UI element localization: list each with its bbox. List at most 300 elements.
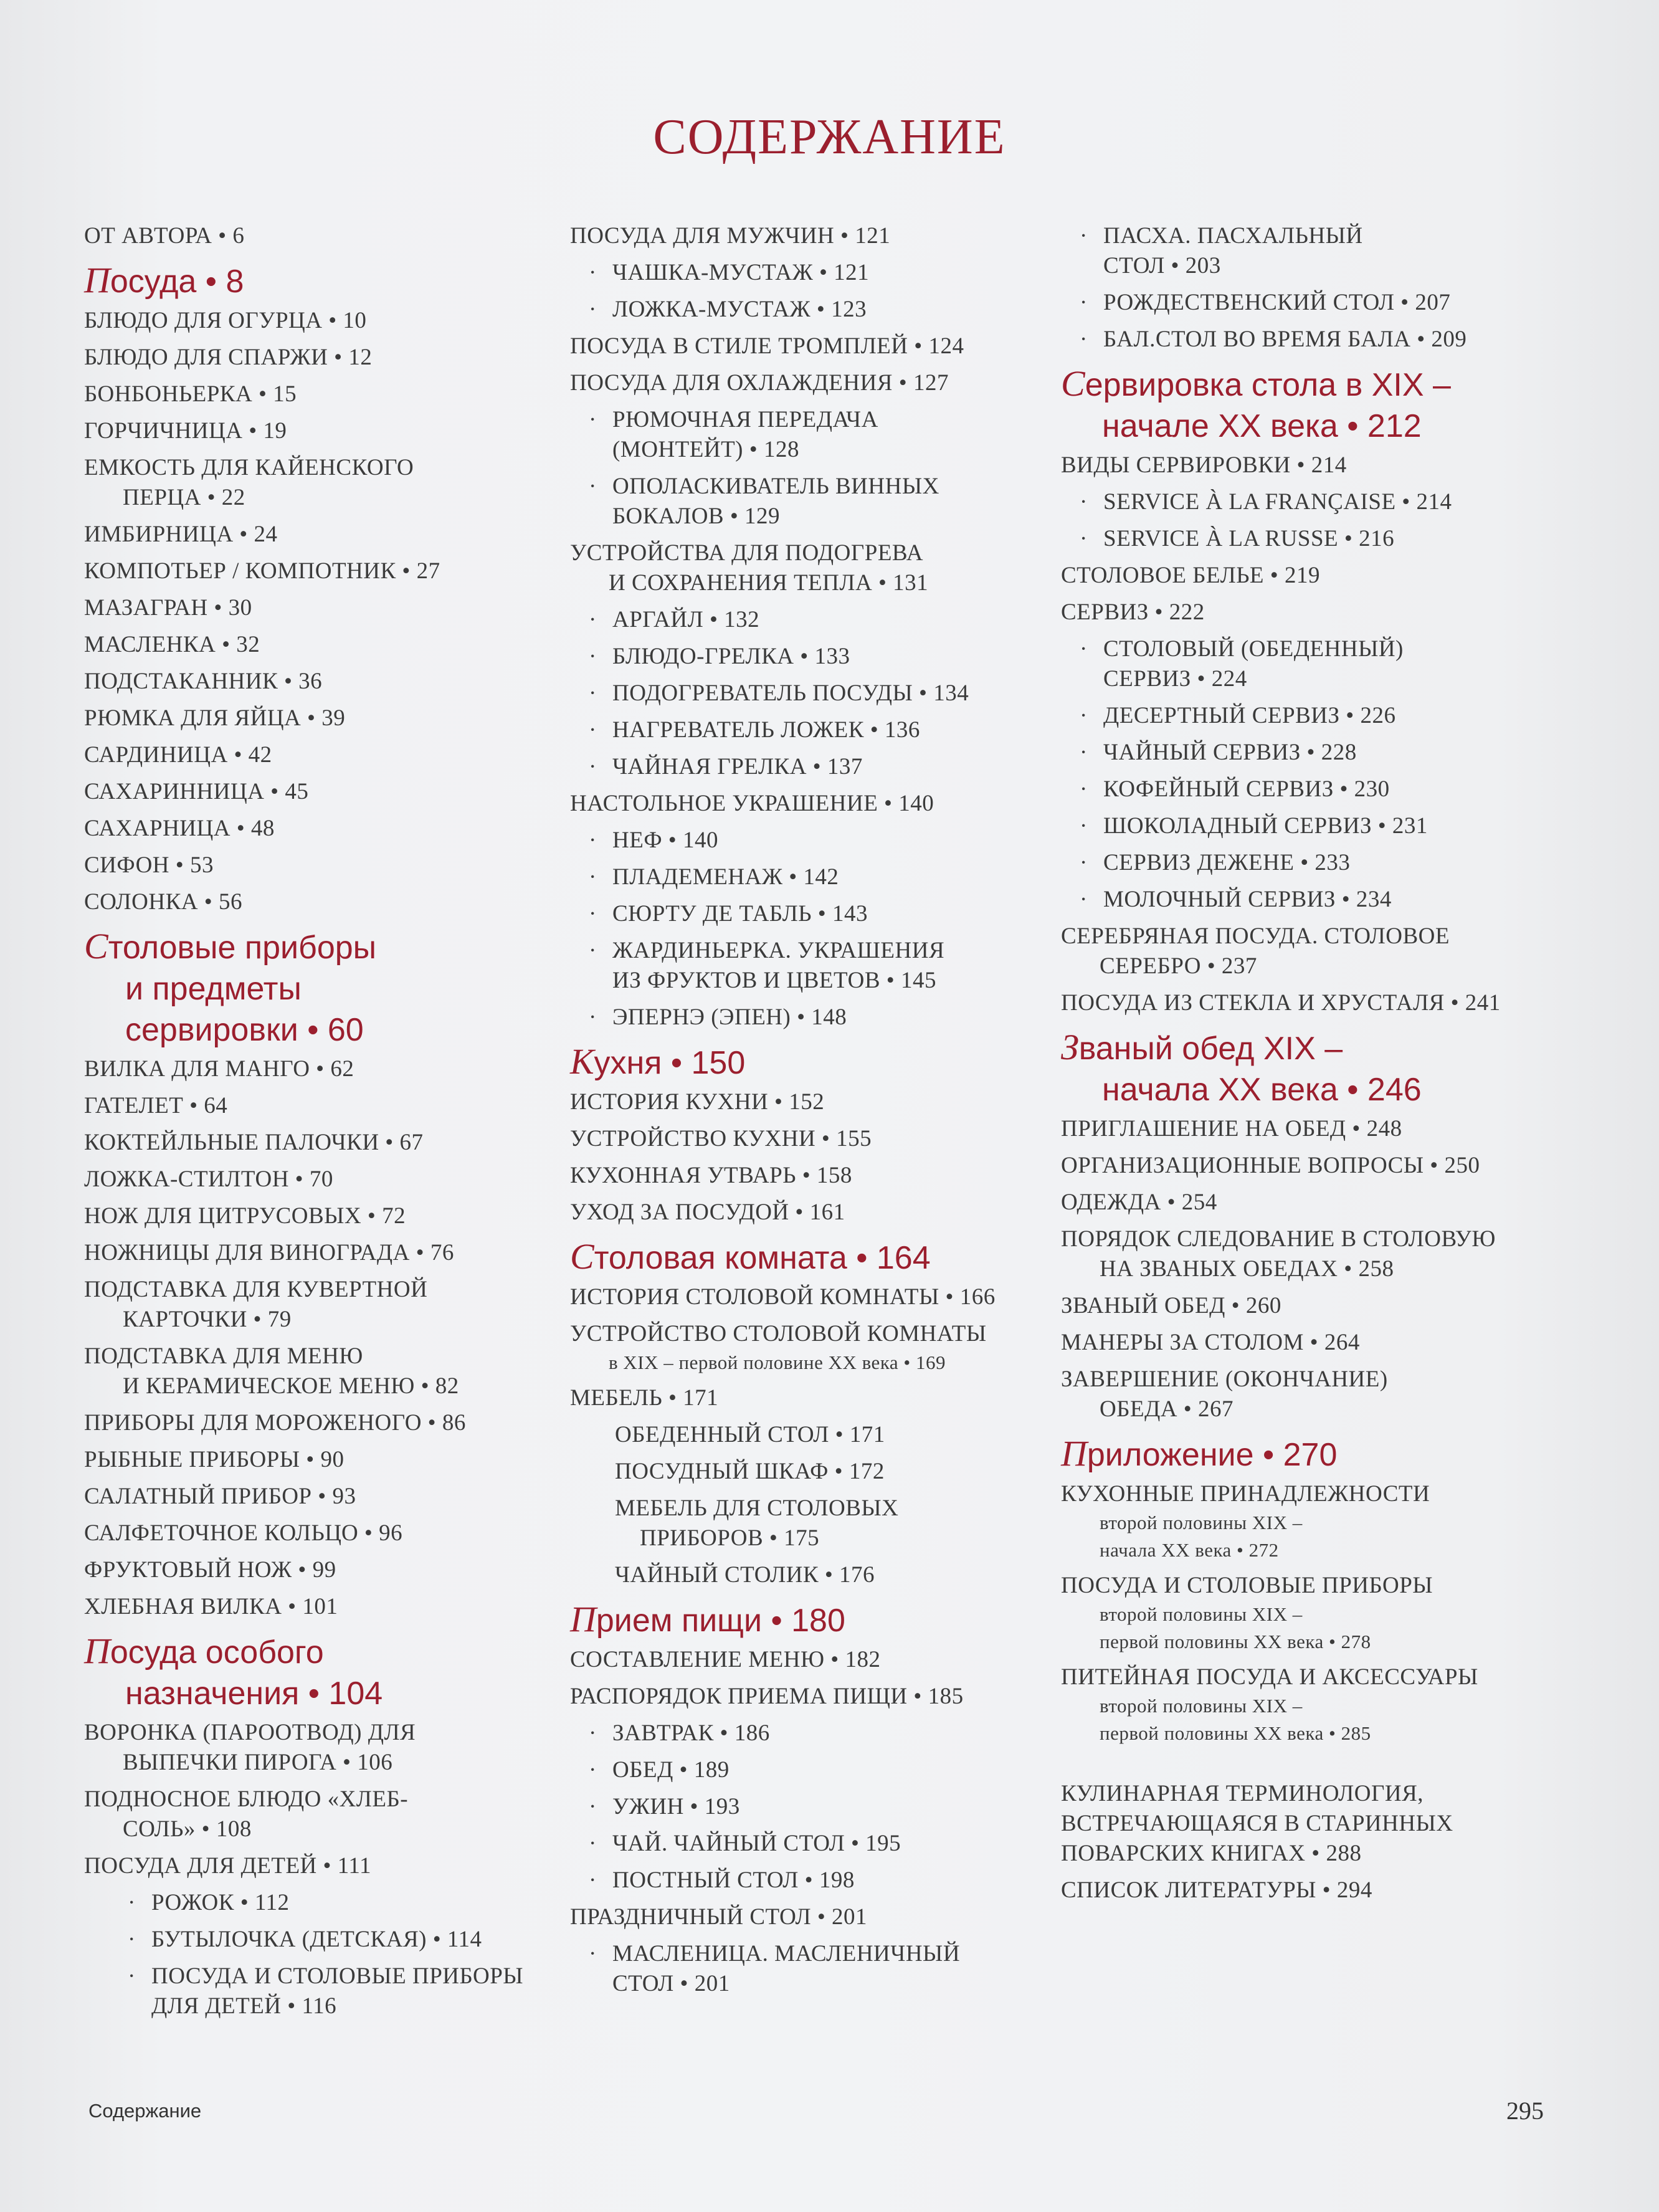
entry-text: КОКТЕЙЛЬНЫЕ ПАЛОЧКИ • 67 — [84, 1130, 424, 1155]
toc-subentry — [84, 1925, 582, 1955]
entry-text: И КЕРАМИЧЕСКОЕ МЕНЮ • 82 — [123, 1373, 459, 1399]
bullet-icon: · — [1080, 887, 1088, 912]
toc-subentry — [570, 1866, 1062, 1895]
section-initial: С — [1061, 363, 1085, 404]
entry-text: ВИДЫ СЕРВИРОВКИ • 214 — [1061, 452, 1347, 478]
running-footer: Содержание — [88, 2100, 202, 2122]
toc-entry — [84, 1785, 582, 1844]
entry-text: ХЛЕБНАЯ ВИЛКА • 101 — [84, 1594, 338, 1619]
toc-entry — [570, 1645, 1062, 1675]
entry-text: САЛФЕТОЧНОЕ КОЛЬЦО • 96 — [84, 1520, 403, 1546]
toc-entry — [570, 1682, 1062, 1712]
section-initial: С — [570, 1236, 594, 1277]
section-heading — [1061, 1433, 1572, 1475]
bullet-icon: · — [589, 1831, 597, 1856]
section-heading — [1061, 363, 1572, 447]
entry-text: ФРУКТОВЫЙ НОЖ • 99 — [84, 1557, 336, 1583]
toc-entry — [84, 777, 582, 807]
entry-text: SERVICE À LA RUSSE • 216 — [1103, 526, 1395, 551]
toc-entry — [1061, 1662, 1572, 1747]
bullet-icon: · — [1080, 489, 1088, 515]
toc-subentry — [1061, 487, 1572, 517]
entry-text: ПОСУДА ДЛЯ ОХЛАЖДЕНИЯ • 127 — [570, 370, 949, 396]
entry-text: ЧАЙ. ЧАЙНЫЙ СТОЛ • 195 — [612, 1831, 901, 1856]
section-heading — [84, 926, 582, 1051]
toc-subentry — [570, 1939, 1062, 1999]
entry-text: КОМПОТЬЕР / КОМПОТНИК • 27 — [84, 558, 440, 584]
bullet-icon: · — [589, 260, 597, 285]
toc-subentry — [1061, 325, 1572, 355]
toc-entry — [1061, 1291, 1572, 1321]
entry-text: ПАСХА. ПАСХАЛЬНЫЙ — [1103, 223, 1363, 249]
toc-entry — [84, 1238, 582, 1268]
section-heading-text: ваный обед XIX – — [1078, 1031, 1343, 1067]
toc-entry — [84, 1718, 582, 1778]
entry-text: САЛАТНЫЙ ПРИБОР • 93 — [84, 1484, 356, 1509]
toc-entry — [84, 453, 582, 513]
entry-text: ПОСУДА ДЛЯ МУЖЧИН • 121 — [570, 223, 891, 249]
toc-subentry — [570, 826, 1062, 856]
entry-text: ЧАЙНАЯ ГРЕЛКА • 137 — [612, 754, 863, 779]
toc-entry — [570, 1420, 1062, 1450]
entry-text: СТОЛОВОЕ БЕЛЬЕ • 219 — [1061, 563, 1320, 588]
bullet-icon: · — [128, 1963, 136, 1989]
toc-subentry — [570, 715, 1062, 745]
toc-subentry — [1061, 524, 1572, 554]
entry-text: НЕФ • 140 — [612, 827, 719, 853]
section-heading — [570, 1236, 1062, 1279]
section-heading-text: ухня • 150 — [594, 1045, 746, 1081]
entry-text: УСТРОЙСТВА ДЛЯ ПОДОГРЕВА — [570, 540, 923, 566]
toc-subentry — [570, 605, 1062, 635]
entry-text: НОЖНИЦЫ ДЛЯ ВИНОГРАДА • 76 — [84, 1240, 454, 1266]
toc-subentry — [570, 1719, 1062, 1748]
entry-text: ПОСУДА ДЛЯ ДЕТЕЙ • 111 — [84, 1853, 371, 1879]
entry-text: ПОСУДА В СТИЛЕ ТРОМПЛЕЙ • 124 — [570, 333, 964, 359]
section-heading-text: и предметы — [125, 971, 302, 1007]
bullet-icon: · — [589, 1794, 597, 1819]
entry-text: УЖИН • 193 — [612, 1794, 740, 1819]
toc-entry — [84, 1342, 582, 1401]
entry-text: ОДЕЖДА • 254 — [1061, 1189, 1217, 1215]
bullet-icon: · — [1080, 703, 1088, 728]
entry-text: СОСТАВЛЕНИЕ МЕНЮ • 182 — [570, 1647, 881, 1672]
toc-entry — [570, 1124, 1062, 1154]
bullet-icon: · — [589, 717, 597, 743]
bullet-icon: · — [589, 1941, 597, 1966]
entry-text: БАЛ.СТОЛ ВО ВРЕМЯ БАЛА • 209 — [1103, 327, 1467, 352]
entry-text: ИСТОРИЯ СТОЛОВОЙ КОМНАТЫ • 166 — [570, 1284, 996, 1310]
entry-text: БОКАЛОВ • 129 — [612, 503, 781, 529]
entry-text: ДЕСЕРТНЫЙ СЕРВИЗ • 226 — [1103, 703, 1396, 728]
page-title: СОДЕРЖАНИЕ — [653, 110, 1006, 164]
toc-entry — [1061, 598, 1572, 627]
toc-entry — [84, 1275, 582, 1335]
toc-entry — [570, 538, 1062, 598]
entry-text: КАРТОЧКИ • 79 — [123, 1307, 292, 1332]
entry-text: ОПОЛАСКИВАТЕЛЬ ВИННЫХ — [612, 474, 939, 499]
toc-entry — [570, 789, 1062, 819]
toc-subentry — [570, 258, 1062, 288]
section-heading-text: толовая комната • 164 — [594, 1240, 931, 1276]
toc-entry — [1061, 1479, 1572, 1564]
entry-subtitle: в XIX – первой половине XX века • 169 — [609, 1352, 946, 1373]
entry-text: ПЛАДЕМЕНАЖ • 142 — [612, 864, 839, 890]
bullet-icon: · — [589, 864, 597, 890]
toc-entry — [84, 379, 582, 409]
toc-entry — [84, 1555, 582, 1585]
section-heading — [1061, 1027, 1572, 1110]
entry-text: СТОЛОВЫЙ (ОБЕДЕННЫЙ) — [1103, 636, 1404, 662]
section-heading — [84, 1631, 582, 1714]
entry-text: МАСЛЕНКА • 32 — [84, 632, 260, 657]
toc-subentry — [570, 679, 1062, 708]
entry-text: НАГРЕВАТЕЛЬ ЛОЖЕК • 136 — [612, 717, 920, 743]
toc-entry — [570, 368, 1062, 398]
entry-text: ИСТОРИЯ КУХНИ • 152 — [570, 1089, 825, 1115]
toc-subentry — [1061, 738, 1572, 768]
section-heading-text: осуда особого — [110, 1634, 324, 1671]
entry-subtitle: второй половины XIX – — [1100, 1603, 1303, 1625]
entry-text: СЕРВИЗ • 224 — [1103, 666, 1247, 692]
section-initial: С — [84, 926, 108, 966]
entry-text: ЭПЕРНЭ (ЭПЕН) • 148 — [612, 1004, 847, 1030]
toc-entry — [84, 1482, 582, 1512]
section-heading-text: толовые приборы — [108, 930, 377, 966]
entry-text: ПРИГЛАШЕНИЕ НА ОБЕД • 248 — [1061, 1116, 1402, 1142]
toc-entry — [570, 221, 1062, 251]
entry-text: ВСТРЕЧАЮЩАЯСЯ В СТАРИННЫХ — [1061, 1811, 1453, 1836]
bullet-icon: · — [589, 680, 597, 706]
spacer — [1061, 1754, 1572, 1779]
entry-text: СЕРВИЗ • 222 — [1061, 599, 1205, 625]
toc-entry — [84, 851, 582, 880]
section-initial: П — [570, 1599, 596, 1639]
toc-entry — [84, 520, 582, 550]
entry-text: ОБЕДА • 267 — [1100, 1396, 1234, 1422]
entry-text: СЮРТУ ДЕ ТАБЛЬ • 143 — [612, 901, 868, 927]
entry-text: ИМБИРНИЦА • 24 — [84, 522, 278, 547]
toc-entry — [570, 1560, 1062, 1590]
toc-entry — [84, 343, 582, 373]
entry-text: РОЖОК • 112 — [151, 1890, 290, 1915]
section-initial: П — [1061, 1433, 1087, 1474]
entry-text: ПРИБОРОВ • 175 — [640, 1525, 820, 1551]
entry-text: САХАРИННИЦА • 45 — [84, 779, 309, 804]
toc-entry — [570, 1161, 1062, 1191]
toc-subentry — [570, 295, 1062, 325]
toc-entry — [570, 1457, 1062, 1487]
entry-text: (МОНТЕЙТ) • 128 — [612, 437, 799, 462]
entry-text: СТОЛ • 201 — [612, 1971, 730, 1996]
entry-text: МЕБЕЛЬ ДЛЯ СТОЛОВЫХ — [615, 1495, 899, 1521]
toc-subentry — [1061, 775, 1572, 804]
toc-column-2 — [570, 221, 1062, 2006]
entry-text: ГОРЧИЧНИЦА • 19 — [84, 418, 287, 444]
bullet-icon: · — [589, 938, 597, 963]
toc-subentry — [84, 1962, 582, 2021]
entry-text: ОРГАНИЗАЦИОННЫЕ ВОПРОСЫ • 250 — [1061, 1153, 1480, 1178]
toc-column-1 — [84, 221, 582, 2028]
entry-text: ЛОЖКА-МУСТАЖ • 123 — [612, 297, 867, 322]
entry-text: ПОСУДНЫЙ ШКАФ • 172 — [615, 1459, 885, 1484]
toc-entry — [1061, 1224, 1572, 1284]
entry-subtitle: первой половины XX века • 285 — [1100, 1722, 1371, 1744]
bullet-icon: · — [128, 1890, 136, 1915]
entry-text: СОЛЬ» • 108 — [123, 1816, 252, 1842]
entry-text: ПОДСТАВКА ДЛЯ КУВЕРТНОЙ — [84, 1277, 428, 1302]
section-heading — [570, 1599, 1062, 1641]
entry-text: АРГАЙЛ • 132 — [612, 607, 760, 632]
toc-entry — [1061, 451, 1572, 480]
entry-text: ПРИБОРЫ ДЛЯ МОРОЖЕНОГО • 86 — [84, 1410, 466, 1436]
toc-subentry — [570, 752, 1062, 782]
toc-entry — [84, 703, 582, 733]
entry-text: ПЕРЦА • 22 — [123, 485, 245, 510]
entry-text: ЗВАНЫЙ ОБЕД • 260 — [1061, 1293, 1281, 1318]
entry-text: ЕМКОСТЬ ДЛЯ КАЙЕНСКОГО — [84, 455, 414, 480]
entry-text: ОБЕД • 189 — [612, 1757, 730, 1783]
entry-text: ЧАШКА-МУСТАЖ • 121 — [612, 260, 870, 285]
section-heading-text: назначения • 104 — [125, 1676, 383, 1712]
entry-text: СТОЛ • 203 — [1103, 253, 1221, 279]
entry-text: РАСПОРЯДОК ПРИЕМА ПИЩИ • 185 — [570, 1684, 964, 1709]
entry-text: ВЫПЕЧКИ ПИРОГА • 106 — [123, 1750, 393, 1775]
toc-entry — [1061, 1876, 1572, 1905]
toc-entry — [84, 1445, 582, 1475]
toc-entry — [570, 1198, 1062, 1228]
entry-text: ШОКОЛАДНЫЙ СЕРВИЗ • 231 — [1103, 813, 1428, 839]
section-heading-text: рием пищи • 180 — [596, 1603, 845, 1639]
toc-entry — [84, 1408, 582, 1438]
entry-text: ПОДНОСНОЕ БЛЮДО «ХЛЕБ- — [84, 1786, 409, 1812]
toc-entry — [1061, 561, 1572, 591]
toc-entry — [84, 630, 582, 660]
toc-subentry — [84, 1888, 582, 1918]
entry-text: УСТРОЙСТВО СТОЛОВОЙ КОМНАТЫ — [570, 1321, 987, 1347]
bullet-icon: · — [1080, 813, 1088, 839]
entry-text: УХОД ЗА ПОСУДОЙ • 161 — [570, 1199, 845, 1225]
toc-entry — [84, 1054, 582, 1084]
bullet-icon: · — [1080, 526, 1088, 551]
entry-text: САРДИНИЦА • 42 — [84, 742, 272, 768]
toc-entry — [84, 556, 582, 586]
entry-text: КОФЕЙНЫЙ СЕРВИЗ • 230 — [1103, 776, 1390, 802]
entry-text: ПОДСТАВКА ДЛЯ МЕНЮ — [84, 1343, 363, 1369]
entry-text: ЖАРДИНЬЕРКА. УКРАШЕНИЯ — [612, 938, 945, 963]
toc-subentry — [1061, 701, 1572, 731]
toc-entry — [84, 593, 582, 623]
entry-text: ЧАЙНЫЙ СТОЛИК • 176 — [615, 1562, 875, 1588]
toc-entry — [84, 221, 582, 251]
section-heading — [570, 1041, 1062, 1084]
entry-subtitle: второй половины XIX – — [1100, 1695, 1303, 1717]
bullet-icon: · — [589, 754, 597, 779]
section-heading-text: ервировка стола в XIX – — [1085, 367, 1451, 403]
bullet-icon: · — [589, 1757, 597, 1783]
page-number: 295 — [1506, 2097, 1544, 2125]
entry-text: ПРАЗДНИЧНЫЙ СТОЛ • 201 — [570, 1904, 868, 1930]
section-heading-text: сервировки • 60 — [125, 1012, 364, 1048]
entry-text: ПОСУДА И СТОЛОВЫЕ ПРИБОРЫ — [151, 1963, 524, 1989]
entry-text: И СОХРАНЕНИЯ ТЕПЛА • 131 — [609, 570, 929, 596]
entry-text: РЫБНЫЕ ПРИБОРЫ • 90 — [84, 1447, 345, 1472]
entry-text: СЕРЕБРО • 237 — [1100, 953, 1257, 979]
toc-entry — [1061, 1188, 1572, 1218]
bullet-icon: · — [589, 407, 597, 432]
entry-text: БЛЮДО ДЛЯ СПАРЖИ • 12 — [84, 345, 373, 370]
toc-entry — [570, 331, 1062, 361]
entry-text: СЕРВИЗ ДЕЖЕНЕ • 233 — [1103, 850, 1351, 875]
bullet-icon: · — [589, 901, 597, 927]
toc-entry — [84, 416, 582, 446]
entry-text: ПИТЕЙНАЯ ПОСУДА И АКСЕССУАРЫ — [1061, 1664, 1478, 1690]
entry-text: ОБЕДЕННЫЙ СТОЛ • 171 — [615, 1422, 885, 1447]
toc-subentry — [570, 1792, 1062, 1822]
entry-text: УСТРОЙСТВО КУХНИ • 155 — [570, 1126, 872, 1151]
entry-text: ВИЛКА ДЛЯ МАНГО • 62 — [84, 1056, 354, 1082]
entry-text: ПОСУДА ИЗ СТЕКЛА И ХРУСТАЛЯ • 241 — [1061, 990, 1501, 1016]
entry-text: БОНБОНЬЕРКА • 15 — [84, 381, 297, 407]
section-initial: К — [570, 1041, 594, 1082]
entry-text: НА ЗВАНЫХ ОБЕДАХ • 258 — [1100, 1256, 1394, 1282]
toc-entry — [84, 814, 582, 844]
toc-entry — [570, 1902, 1062, 1932]
bullet-icon: · — [589, 827, 597, 853]
bullet-icon: · — [1080, 740, 1088, 765]
entry-text: ГАТЕЛЕТ • 64 — [84, 1093, 228, 1118]
entry-text: ВОРОНКА (ПАРООТВОД) ДЛЯ — [84, 1720, 416, 1745]
entry-text: СИФОН • 53 — [84, 852, 214, 878]
bullet-icon: · — [589, 607, 597, 632]
section-heading-text: начале XX века • 212 — [1102, 408, 1422, 444]
bullet-icon: · — [589, 297, 597, 322]
toc-entry — [1061, 1571, 1572, 1656]
toc-entry — [1061, 1779, 1572, 1869]
entry-text: КУЛИНАРНАЯ ТЕРМИНОЛОГИЯ, — [1061, 1781, 1424, 1806]
entry-text: НОЖ ДЛЯ ЦИТРУСОВЫХ • 72 — [84, 1203, 406, 1229]
toc-entry — [84, 1851, 582, 1881]
toc-entry — [84, 1518, 582, 1548]
bullet-icon: · — [1080, 776, 1088, 802]
toc-subentry — [1061, 634, 1572, 694]
entry-text: РЮМОЧНАЯ ПЕРЕДАЧА — [612, 407, 878, 432]
toc-entry — [84, 667, 582, 697]
entry-text: НАСТОЛЬНОЕ УКРАШЕНИЕ • 140 — [570, 791, 934, 816]
entry-text: ПОВАРСКИХ КНИГАХ • 288 — [1061, 1841, 1362, 1866]
bullet-icon: · — [589, 474, 597, 499]
entry-text: ПОРЯДОК СЛЕДОВАНИЕ В СТОЛОВУЮ — [1061, 1226, 1496, 1252]
entry-text: ПОДОГРЕВАТЕЛЬ ПОСУДЫ • 134 — [612, 680, 969, 706]
toc-entry — [570, 1383, 1062, 1413]
toc-entry — [84, 1091, 582, 1121]
entry-subtitle: начала XX века • 272 — [1100, 1539, 1279, 1561]
entry-text: РЮМКА ДЛЯ ЯЙЦА • 39 — [84, 705, 346, 731]
toc-subentry — [570, 472, 1062, 532]
toc-entry — [1061, 922, 1572, 981]
section-initial: П — [84, 260, 110, 300]
bullet-icon: · — [128, 1927, 136, 1952]
toc-entry — [84, 887, 582, 917]
toc-entry — [570, 1494, 1062, 1553]
section-heading — [84, 260, 582, 302]
entry-subtitle: первой половины XX века • 278 — [1100, 1631, 1371, 1652]
bullet-icon: · — [1080, 290, 1088, 315]
toc-entry — [84, 1165, 582, 1194]
entry-text: СЕРЕБРЯНАЯ ПОСУДА. СТОЛОВОЕ — [1061, 923, 1450, 949]
bullet-icon: · — [1080, 223, 1088, 249]
bullet-icon: · — [589, 1004, 597, 1030]
section-heading-text: осуда • 8 — [110, 264, 244, 300]
toc-entry — [84, 306, 582, 336]
toc-entry — [570, 1282, 1062, 1312]
toc-subentry — [570, 1755, 1062, 1785]
bullet-icon: · — [589, 644, 597, 669]
entry-text: ПОДСТАКАННИК • 36 — [84, 669, 323, 694]
entry-text: ПОСУДА И СТОЛОВЫЕ ПРИБОРЫ — [1061, 1573, 1433, 1598]
toc-subentry — [1061, 885, 1572, 915]
entry-text: SERVICE À LA FRANÇAISE • 214 — [1103, 489, 1452, 515]
entry-text: МАСЛЕНИЦА. МАСЛЕНИЧНЫЙ — [612, 1941, 961, 1966]
entry-subtitle: второй половины XIX – — [1100, 1512, 1303, 1533]
entry-text: ИЗ ФРУКТОВ И ЦВЕТОВ • 145 — [612, 968, 936, 993]
toc-subentry — [1061, 848, 1572, 878]
toc-entry — [1061, 1328, 1572, 1358]
entry-text: БЛЮДО ДЛЯ ОГУРЦА • 10 — [84, 308, 367, 333]
toc-entry — [570, 1087, 1062, 1117]
entry-text: ЧАЙНЫЙ СЕРВИЗ • 228 — [1103, 740, 1357, 765]
entry-text: ЗАВЕРШЕНИЕ (ОКОНЧАНИЕ) — [1061, 1366, 1388, 1392]
entry-text: МАЗАГРАН • 30 — [84, 595, 252, 621]
entry-text: ЗАВТРАК • 186 — [612, 1720, 770, 1746]
bullet-icon: · — [589, 1867, 597, 1893]
toc-subentry — [1061, 811, 1572, 841]
bullet-icon: · — [589, 1720, 597, 1746]
toc-entry — [1061, 1365, 1572, 1424]
toc-entry — [84, 1201, 582, 1231]
toc-subentry — [570, 936, 1062, 996]
toc-entry — [84, 1128, 582, 1158]
entry-text: САХАРНИЦА • 48 — [84, 816, 275, 841]
toc-entry — [84, 1592, 582, 1622]
entry-text: РОЖДЕСТВЕНСКИЙ СТОЛ • 207 — [1103, 290, 1451, 315]
section-heading-text: риложение • 270 — [1086, 1437, 1338, 1473]
bullet-icon: · — [1080, 636, 1088, 662]
bullet-icon: · — [1080, 850, 1088, 875]
toc-entry — [1061, 1114, 1572, 1144]
toc-entry — [1061, 1151, 1572, 1181]
section-heading-text: начала XX века • 246 — [1102, 1072, 1422, 1108]
entry-text: ПОСТНЫЙ СТОЛ • 198 — [612, 1867, 855, 1893]
toc-subentry — [1061, 221, 1572, 281]
entry-text: КУХОННАЯ УТВАРЬ • 158 — [570, 1163, 852, 1188]
section-initial: П — [84, 1631, 110, 1671]
entry-text: БУТЫЛОЧКА (ДЕТСКАЯ) • 114 — [151, 1927, 482, 1952]
entry-text: ОТ АВТОРА • 6 — [84, 223, 245, 249]
toc-entry — [1061, 988, 1572, 1018]
entry-text: ДЛЯ ДЕТЕЙ • 116 — [151, 1993, 337, 2019]
toc-subentry — [570, 862, 1062, 892]
toc-entry — [570, 1319, 1062, 1376]
entry-text: БЛЮДО-ГРЕЛКА • 133 — [612, 644, 850, 669]
toc-subentry — [570, 899, 1062, 929]
entry-text: СПИСОК ЛИТЕРАТУРЫ • 294 — [1061, 1877, 1372, 1903]
entry-text: МЕБЕЛЬ • 171 — [570, 1385, 719, 1411]
toc-subentry — [570, 642, 1062, 672]
entry-text: МАНЕРЫ ЗА СТОЛОМ • 264 — [1061, 1330, 1360, 1355]
toc-subentry — [570, 405, 1062, 465]
toc-entry — [84, 740, 582, 770]
